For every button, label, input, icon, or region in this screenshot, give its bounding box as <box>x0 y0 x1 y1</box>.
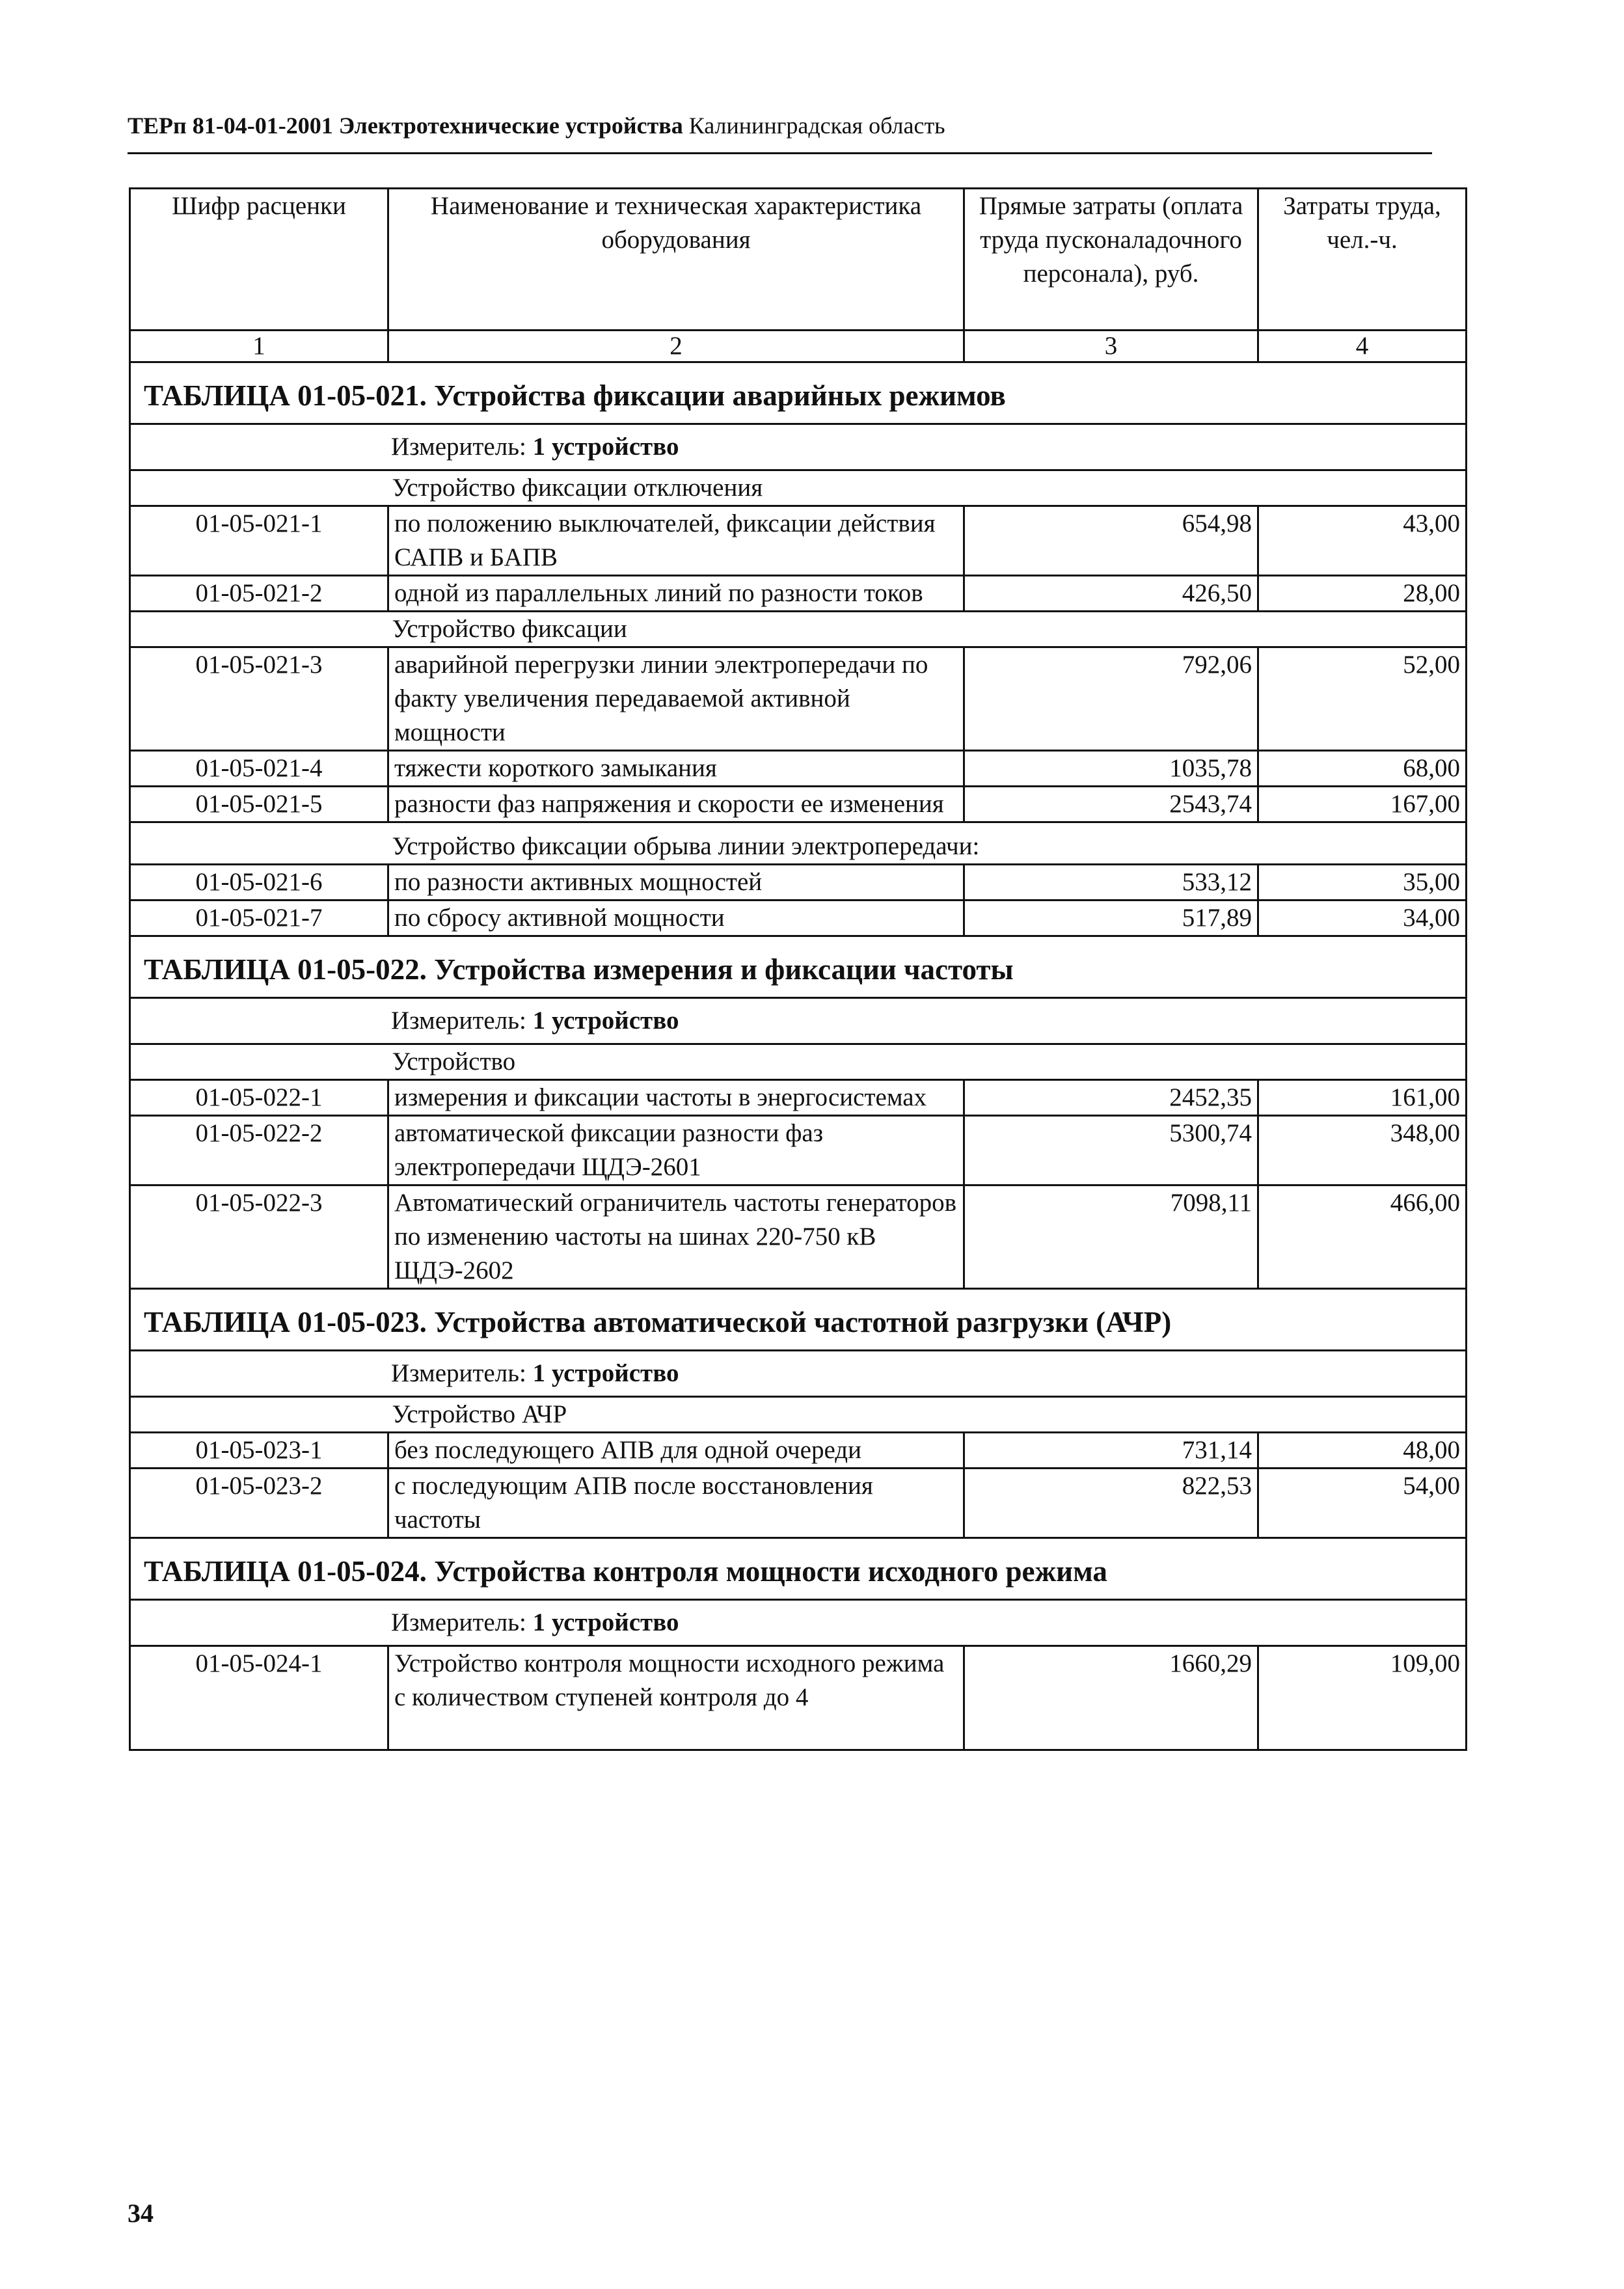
header-divider <box>128 152 1432 154</box>
rate-cost: 2543,74 <box>964 787 1258 822</box>
rate-labor: 34,00 <box>1258 901 1467 936</box>
col-header-name: Наименование и техническая характеристика оборудования <box>388 189 964 331</box>
meter-label: Измеритель: <box>391 1007 526 1035</box>
rate-labor: 28,00 <box>1258 576 1467 612</box>
table-row <box>130 901 1467 936</box>
rate-cost: 822,53 <box>964 1469 1258 1538</box>
rate-code: 01-05-021-2 <box>130 576 388 612</box>
rate-name: измерения и фиксации частоты в энергосистемах <box>388 1080 964 1116</box>
rate-labor: 68,00 <box>1258 751 1467 787</box>
rate-code: 01-05-023-1 <box>130 1433 388 1469</box>
group-label: Устройство АЧР <box>388 1397 1467 1433</box>
section-title: ТАБЛИЦА 01-05-023. Устройства автоматической частотной разгрузки (АЧР) <box>130 1289 1467 1351</box>
rate-name: одной из параллельных линий по разности токов <box>388 576 964 612</box>
meter-row <box>130 1351 1467 1397</box>
group-label: Устройство фиксации <box>388 612 1467 647</box>
page-number: 34 <box>128 2199 154 2228</box>
group-label: Устройство фиксации отключения <box>388 470 1467 506</box>
table-row <box>130 1646 1467 1750</box>
rate-labor: 54,00 <box>1258 1469 1467 1538</box>
rate-labor: 348,00 <box>1258 1116 1467 1185</box>
rate-name: без последующего АПВ для одной очереди <box>388 1433 964 1469</box>
table-row <box>130 865 1467 901</box>
section-title: ТАБЛИЦА 01-05-022. Устройства измерения и фиксации частоты <box>130 936 1467 998</box>
col-header-labor: Затраты труда, чел.-ч. <box>1258 189 1467 331</box>
group-row <box>130 822 1467 865</box>
meter-label: Измеритель: <box>391 1359 526 1387</box>
rate-name: Автоматический ограничитель частоты генераторов по изменению частоты на шинах 220-750 кВ ЩДЭ-2602 <box>388 1185 964 1289</box>
section-title-row <box>130 362 1467 424</box>
meter-label: Измеритель: <box>391 433 526 461</box>
running-header <box>128 112 1432 139</box>
rate-name: разности фаз напряжения и скорости ее изменения <box>388 787 964 822</box>
rate-name: Устройство контроля мощности исходного режима с количеством ступеней контроля до 4 <box>388 1646 964 1750</box>
section-title-row <box>130 1289 1467 1351</box>
col-number-2: 2 <box>388 331 964 362</box>
group-row <box>130 1044 1467 1080</box>
doc-code: ТЕРп 81-04-01-2001 <box>128 113 333 139</box>
rate-name: по положению выключателей, фиксации действия САПВ и БАПВ <box>388 506 964 576</box>
rate-labor: 43,00 <box>1258 506 1467 576</box>
col-number-4: 4 <box>1258 331 1467 362</box>
group-row <box>130 470 1467 506</box>
table-row <box>130 576 1467 612</box>
rate-labor: 109,00 <box>1258 1646 1467 1750</box>
group-row <box>130 1397 1467 1433</box>
table-row <box>130 787 1467 822</box>
rates-table <box>129 187 1467 1751</box>
rate-labor: 167,00 <box>1258 787 1467 822</box>
section-title-row <box>130 936 1467 998</box>
rate-name: по сбросу активной мощности <box>388 901 964 936</box>
table-header-row <box>130 189 1467 331</box>
rate-name: с последующим АПВ после восстановления частоты <box>388 1469 964 1538</box>
rate-code: 01-05-021-1 <box>130 506 388 576</box>
region: Калининградская область <box>688 113 945 139</box>
column-number-row <box>130 331 1467 362</box>
rate-cost: 426,50 <box>964 576 1258 612</box>
table-row <box>130 1469 1467 1538</box>
rate-code: 01-05-022-2 <box>130 1116 388 1185</box>
meter-row <box>130 998 1467 1044</box>
doc-title: Электротехнические устройства <box>338 113 683 139</box>
col-number-3: 3 <box>964 331 1258 362</box>
col-number-1: 1 <box>130 331 388 362</box>
table-row <box>130 1116 1467 1185</box>
group-label: Устройство фиксации обрыва линии электропередачи: <box>388 822 1467 865</box>
rate-labor: 48,00 <box>1258 1433 1467 1469</box>
meter-value: 1 устройство <box>532 1007 679 1035</box>
meter-label: Измеритель: <box>391 1608 526 1636</box>
table-row <box>130 506 1467 576</box>
rate-cost: 792,06 <box>964 647 1258 751</box>
rate-code: 01-05-021-3 <box>130 647 388 751</box>
rate-cost: 654,98 <box>964 506 1258 576</box>
col-header-cost: Прямые затраты (оплата труда пусконаладочного персонала), руб. <box>964 189 1258 331</box>
rate-code: 01-05-021-5 <box>130 787 388 822</box>
table-row <box>130 1433 1467 1469</box>
rate-name: аварийной перегрузки линии электропередачи по факту увеличения передаваемой активной мощности <box>388 647 964 751</box>
col-header-code: Шифр расценки <box>130 189 388 331</box>
rate-labor: 35,00 <box>1258 865 1467 901</box>
table-row <box>130 1080 1467 1116</box>
rate-labor: 466,00 <box>1258 1185 1467 1289</box>
rate-code: 01-05-021-6 <box>130 865 388 901</box>
rate-cost: 517,89 <box>964 901 1258 936</box>
rate-code: 01-05-021-7 <box>130 901 388 936</box>
rate-cost: 731,14 <box>964 1433 1258 1469</box>
meter-value: 1 устройство <box>532 1359 679 1387</box>
rate-cost: 7098,11 <box>964 1185 1258 1289</box>
rate-cost: 1660,29 <box>964 1646 1258 1750</box>
rate-code: 01-05-022-1 <box>130 1080 388 1116</box>
rate-code: 01-05-022-3 <box>130 1185 388 1289</box>
rate-name: по разности активных мощностей <box>388 865 964 901</box>
meter-row <box>130 1600 1467 1646</box>
rate-cost: 5300,74 <box>964 1116 1258 1185</box>
meter-value: 1 устройство <box>532 1608 679 1636</box>
rate-labor: 52,00 <box>1258 647 1467 751</box>
rate-cost: 2452,35 <box>964 1080 1258 1116</box>
rate-cost: 533,12 <box>964 865 1258 901</box>
group-row <box>130 612 1467 647</box>
rate-name: автоматической фиксации разности фаз электропередачи ЩДЭ-2601 <box>388 1116 964 1185</box>
rate-cost: 1035,78 <box>964 751 1258 787</box>
rate-name: тяжести короткого замыкания <box>388 751 964 787</box>
rate-labor: 161,00 <box>1258 1080 1467 1116</box>
table-row <box>130 647 1467 751</box>
section-title: ТАБЛИЦА 01-05-021. Устройства фиксации аварийных режимов <box>130 362 1467 424</box>
section-title-row <box>130 1538 1467 1600</box>
table-row <box>130 751 1467 787</box>
group-label: Устройство <box>388 1044 1467 1080</box>
rate-code: 01-05-023-2 <box>130 1469 388 1538</box>
meter-row <box>130 424 1467 470</box>
rate-code: 01-05-024-1 <box>130 1646 388 1750</box>
rate-code: 01-05-021-4 <box>130 751 388 787</box>
table-row <box>130 1185 1467 1289</box>
meter-value: 1 устройство <box>532 433 679 461</box>
section-title: ТАБЛИЦА 01-05-024. Устройства контроля мощности исходного режима <box>130 1538 1467 1600</box>
